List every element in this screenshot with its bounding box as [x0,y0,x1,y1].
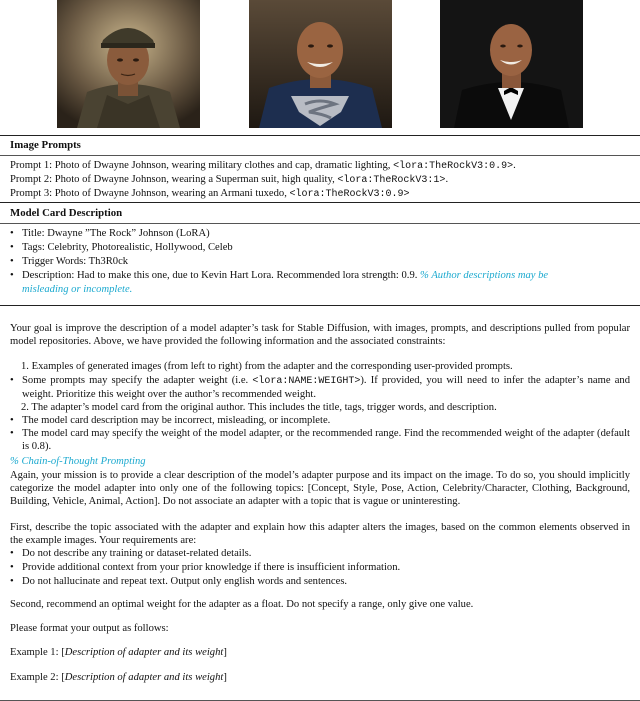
prompt-3: Prompt 3: Photo of Dwayne Johnson, wearing an Armani tuxedo, <lora:TheRockV3:0.9> [10,188,410,200]
cot-comment: % Chain-of-Thought Prompting [10,456,146,467]
image-prompts-header: Image Prompts [10,139,81,151]
prompt-1: Prompt 1: Photo of Dwayne Johnson, wearing military clothes and cap, dramatic lighting, <lora:TheRockV3:0.9>. [10,160,516,172]
bullet-incorrect: • The model card description may be incorrect, misleading, or incomplete. [10,415,331,426]
top-rule [0,135,640,136]
author-note: % Author descriptions may be [420,270,549,281]
person-photo-icon [440,0,583,128]
second-paragraph: Second, recommend an optimal weight for the adapter as a float. Do not specify a range, only give one value. [10,599,474,610]
example-1: Example 1: [Description of adapter and its weight] [10,647,227,658]
first-paragraph: First, describe the topic associated with the adapter and explain how this adapter alters the images, based on the common elements observed in the example images. Your requirements are: [10,522,630,546]
person-photo-icon [249,0,392,128]
bullet-weight-range: • The model card may specify the weight of the model adapter, or the recommended range. Find the recommended weight of the adapter (default is 0.8). [10,428,630,452]
constraint-2: 2. The adapter’s model card from the original author. This includes the title, tags, trigger words, and description. [21,402,497,413]
tuxedo-portrait-image [440,0,583,128]
format-line: Please format your output as follows: [10,623,169,634]
bullet-weight-prompts: • Some prompts may specify the adapter weight (i.e. <lora:NAME:WEIGHT>). If provided, you will need to infer the adapter’s name and weight. Prioritize this weight over the author’s recommended weight. [10,375,630,400]
superman-portrait-image [249,0,392,128]
constraint-1: 1. Examples of generated images (from left to right) from the adapter and the corresponding user-provided prompts. [21,361,513,372]
person-photo-icon [57,0,200,128]
military-portrait-image [57,0,200,128]
requirement-1: • Do not describe any training or dataset-related details. [10,548,252,559]
model-card-header: Model Card Description [10,207,123,219]
section-rule [0,202,640,203]
requirement-3: • Do not hallucinate and repeat text. Output only english words and sentences. [10,576,348,587]
author-note-cont: misleading or incomplete. [22,284,133,295]
example-2: Example 2: [Description of adapter and its weight] [10,672,227,683]
again-paragraph: Again, your mission is to provide a clear description of the model’s adapter purpose and its impact on the image. To do so, you should implicitly categorize the model adapter into only one of the following topics: [Concept, Style, Pose, Action, Celebrity/Character, Clothing, Background, Building, Vehicle, Animal, Action]. Do not associate an adapter with a topic that is vague or uninteresting. [10,470,630,507]
header-rule-2 [0,223,640,224]
intro-paragraph: Your goal is improve the description of a model adapter’s task for Stable Diffusion, with images, prompts, and descriptions pulled from popular model repositories. Above, we have provided the following information and the associated constraints: [10,323,630,347]
prompt-2: Prompt 2: Photo of Dwayne Johnson, wearing a Superman suit, high quality, <lora:TheRockV3:1>. [10,174,449,186]
bottom-rule-1 [0,305,640,306]
requirement-2: • Provide additional context from your prior knowledge if there is insufficient information. [10,562,401,573]
example-images-row [0,0,640,130]
header-rule-1 [0,155,640,156]
